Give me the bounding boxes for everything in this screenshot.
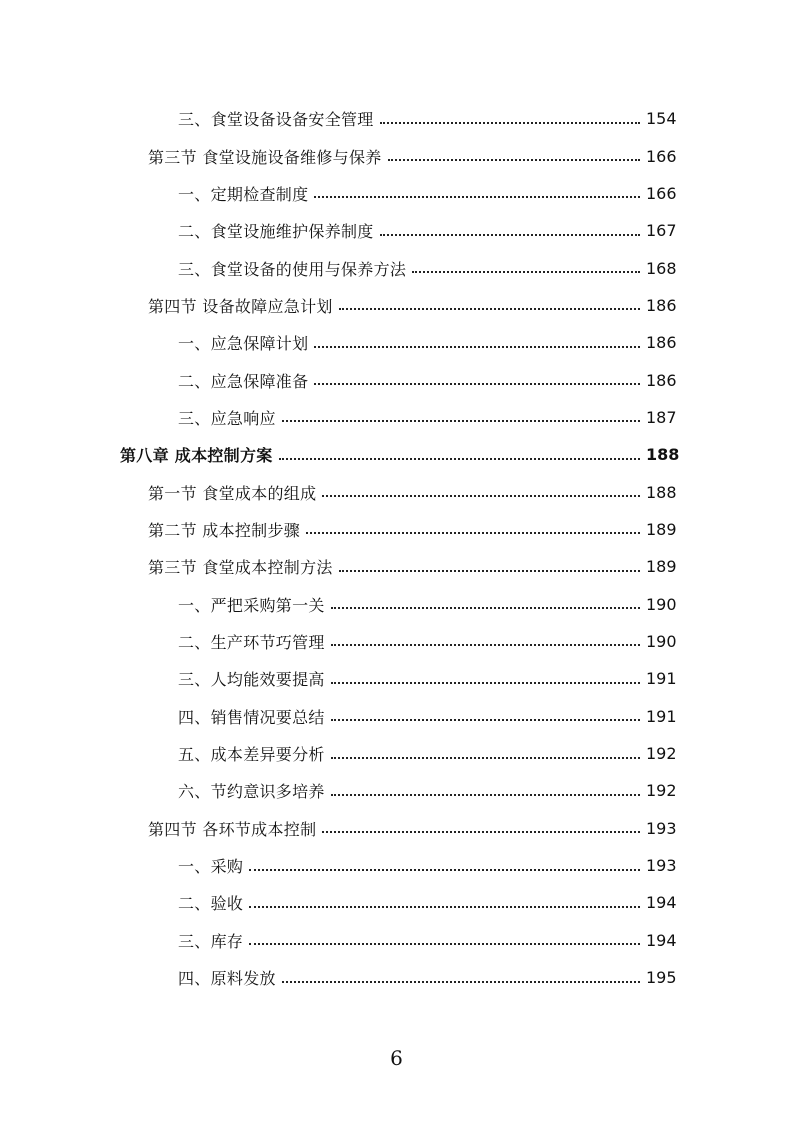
dot-leader bbox=[388, 143, 640, 161]
toc-entry-page-number: 190 bbox=[646, 594, 677, 614]
toc-entry-sub[interactable] bbox=[0, 175, 793, 212]
dot-leader bbox=[331, 778, 640, 796]
toc-entry-sub[interactable] bbox=[0, 847, 793, 884]
toc-entry-title: 二、生产环节巧管理 bbox=[178, 630, 331, 653]
toc-entry-sub[interactable] bbox=[0, 735, 793, 772]
toc-entry-title: 三、库存 bbox=[178, 929, 249, 952]
toc-entry-sub[interactable] bbox=[0, 623, 793, 660]
dot-leader bbox=[331, 628, 640, 646]
toc-entry-section[interactable] bbox=[0, 810, 793, 847]
toc-entry-page-number: 193 bbox=[646, 856, 677, 876]
toc-entry-page-number: 188 bbox=[646, 445, 680, 465]
dot-leader bbox=[249, 853, 640, 871]
toc-entry-section[interactable] bbox=[0, 137, 793, 174]
toc-entry-title: 第四节 设备故障应急计划 bbox=[148, 294, 339, 317]
page-number: 6 bbox=[390, 1046, 403, 1070]
toc-entry-page-number: 194 bbox=[646, 893, 677, 913]
toc-entry-page-number: 166 bbox=[646, 146, 677, 166]
toc-entry-page-number: 166 bbox=[646, 183, 677, 203]
toc-entry-page-number: 194 bbox=[646, 930, 677, 950]
toc-entry-page-number: 190 bbox=[646, 631, 677, 651]
toc-entry-sub[interactable] bbox=[0, 772, 793, 809]
toc-entry-title: 一、定期检查制度 bbox=[178, 182, 314, 205]
toc-entry-chapter[interactable] bbox=[0, 436, 793, 473]
toc-entry-page-number: 193 bbox=[646, 818, 677, 838]
toc-entry-title: 第三节 食堂设施设备维修与保养 bbox=[148, 145, 388, 168]
dot-leader bbox=[314, 180, 640, 198]
toc-entry-sub[interactable] bbox=[0, 212, 793, 249]
dot-leader bbox=[306, 516, 640, 534]
toc-entry-title: 二、验收 bbox=[178, 891, 249, 914]
dot-leader bbox=[314, 367, 640, 385]
toc-entry-page-number: 189 bbox=[646, 557, 677, 577]
dot-leader bbox=[339, 292, 640, 310]
toc-entry-section[interactable] bbox=[0, 287, 793, 324]
toc-entry-page-number: 187 bbox=[646, 407, 677, 427]
toc-entry-page-number: 167 bbox=[646, 221, 677, 241]
toc-entry-title: 三、食堂设备设备安全管理 bbox=[178, 107, 380, 130]
dot-leader bbox=[282, 965, 640, 983]
toc-entry-sub[interactable] bbox=[0, 100, 793, 137]
toc-entry-page-number: 189 bbox=[646, 519, 677, 539]
toc-entry-section[interactable] bbox=[0, 473, 793, 510]
toc-entry-page-number: 186 bbox=[646, 333, 677, 353]
toc-entry-page-number: 192 bbox=[646, 781, 677, 801]
dot-leader bbox=[331, 703, 640, 721]
toc-entry-title: 一、严把采购第一关 bbox=[178, 593, 331, 616]
dot-leader bbox=[380, 218, 640, 236]
toc-entry-page-number: 188 bbox=[646, 482, 677, 502]
dot-leader bbox=[282, 404, 640, 422]
toc-entry-title: 第八章 成本控制方案 bbox=[120, 443, 279, 466]
toc-entry-title: 四、原料发放 bbox=[178, 966, 282, 989]
toc-entry-page-number: 195 bbox=[646, 968, 677, 988]
dot-leader bbox=[331, 591, 640, 609]
toc-entry-sub[interactable] bbox=[0, 884, 793, 921]
dot-leader bbox=[412, 255, 640, 273]
dot-leader bbox=[322, 479, 640, 497]
toc-entry-title: 四、销售情况要总结 bbox=[178, 705, 331, 728]
toc-entry-title: 三、应急响应 bbox=[178, 406, 282, 429]
dot-leader bbox=[314, 330, 640, 348]
toc-entry-title: 三、人均能效要提高 bbox=[178, 667, 331, 690]
toc-entry-title: 第二节 成本控制步骤 bbox=[148, 518, 306, 541]
toc-entry-sub[interactable] bbox=[0, 399, 793, 436]
toc-entry-sub[interactable] bbox=[0, 361, 793, 398]
dot-leader bbox=[322, 815, 640, 833]
toc-entry-sub[interactable] bbox=[0, 959, 793, 996]
toc-entry-sub[interactable] bbox=[0, 698, 793, 735]
dot-leader bbox=[380, 106, 640, 124]
dot-leader bbox=[339, 554, 640, 572]
table-of-contents bbox=[0, 100, 793, 996]
dot-leader bbox=[249, 927, 640, 945]
toc-entry-sub[interactable] bbox=[0, 660, 793, 697]
toc-entry-sub[interactable] bbox=[0, 249, 793, 286]
toc-entry-page-number: 154 bbox=[646, 109, 677, 129]
dot-leader bbox=[331, 741, 640, 759]
toc-entry-title: 第四节 各环节成本控制 bbox=[148, 817, 322, 840]
toc-entry-section[interactable] bbox=[0, 511, 793, 548]
dot-leader bbox=[279, 442, 640, 460]
toc-entry-page-number: 168 bbox=[646, 258, 677, 278]
toc-entry-title: 一、应急保障计划 bbox=[178, 331, 314, 354]
toc-entry-title: 第三节 食堂成本控制方法 bbox=[148, 555, 339, 578]
toc-entry-section[interactable] bbox=[0, 548, 793, 585]
toc-entry-sub[interactable] bbox=[0, 324, 793, 361]
toc-entry-page-number: 192 bbox=[646, 744, 677, 764]
toc-entry-page-number: 191 bbox=[646, 706, 677, 726]
toc-entry-page-number: 186 bbox=[646, 295, 677, 315]
toc-entry-title: 第一节 食堂成本的组成 bbox=[148, 481, 322, 504]
toc-entry-sub[interactable] bbox=[0, 922, 793, 959]
toc-entry-title: 一、采购 bbox=[178, 854, 249, 877]
toc-entry-title: 三、食堂设备的使用与保养方法 bbox=[178, 257, 412, 280]
toc-entry-sub[interactable] bbox=[0, 585, 793, 622]
dot-leader bbox=[249, 890, 640, 908]
toc-entry-page-number: 186 bbox=[646, 370, 677, 390]
dot-leader bbox=[331, 666, 640, 684]
toc-entry-title: 二、应急保障准备 bbox=[178, 369, 314, 392]
toc-entry-title: 二、食堂设施维护保养制度 bbox=[178, 219, 380, 242]
toc-entry-page-number: 191 bbox=[646, 669, 677, 689]
toc-entry-title: 五、成本差异要分析 bbox=[178, 742, 331, 765]
toc-entry-title: 六、节约意识多培养 bbox=[178, 779, 331, 802]
